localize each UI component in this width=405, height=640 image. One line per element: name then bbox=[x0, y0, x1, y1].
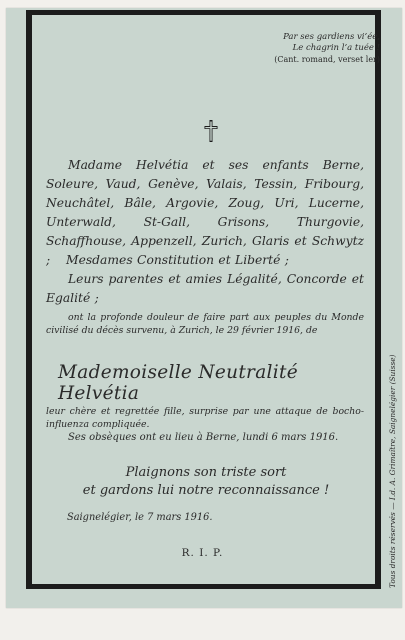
mesdames-line: Mesdames Constitution et Liberté ; bbox=[66, 253, 289, 267]
epigraph bbox=[210, 32, 380, 65]
rip-text: R. I. P. bbox=[181, 547, 224, 559]
daughter-paragraph: leur chère et regrettée fille, surprise par une attaque de bocho-influenza compliquée. bbox=[46, 406, 364, 430]
announcement-paragraph: ont la profonde douleur de faire part aux peuples du Monde civilisé du décès survenu, à Zurich, le 29 février 1916, de bbox=[46, 312, 364, 336]
epigraph-line-1: Par ses gardiens vi’ée, bbox=[283, 32, 380, 42]
epigraph-line-2: Le chagrin l’a tuée ! bbox=[292, 43, 380, 53]
epigraph-reference: (Cant. romand, verset ler) bbox=[274, 55, 380, 64]
family-paragraph: Madame Helvétia et ses enfants Berne, Soleure, Vaud, Genève, Valais, Tessin, Fribourg, Neuchâtel, Bâle, Argovie, Zoug, Uri, Lucerne, Unterwald, St-Gall, Grisons, Thurgovie, Schaffhouse, Appenzell, Zurich, Glaris et Schwytz ; bbox=[46, 158, 364, 267]
exhortation-line-2: et gardons lui notre reconnaissance ! bbox=[82, 483, 330, 498]
place-date: Saignelégier, le 7 mars 1916. bbox=[67, 512, 213, 523]
closing-exhortation bbox=[36, 464, 376, 500]
cross-icon bbox=[203, 119, 219, 143]
deceased-name: Mademoiselle Neutralité Helvétia bbox=[58, 362, 298, 404]
parents-paragraph: Leurs parentes et amies Légalité, Concorde et Egalité ; bbox=[46, 272, 364, 305]
printer-imprint: Tous droits réservés — I.d. A. Grimaître, Saignelégier (Suisse) bbox=[388, 354, 397, 588]
funeral-line: Ses obsèques ont eu lieu à Berne, lundi 6 mars 1916. bbox=[68, 432, 339, 443]
exhortation-line-1: Plaignons son triste sort bbox=[125, 465, 287, 480]
